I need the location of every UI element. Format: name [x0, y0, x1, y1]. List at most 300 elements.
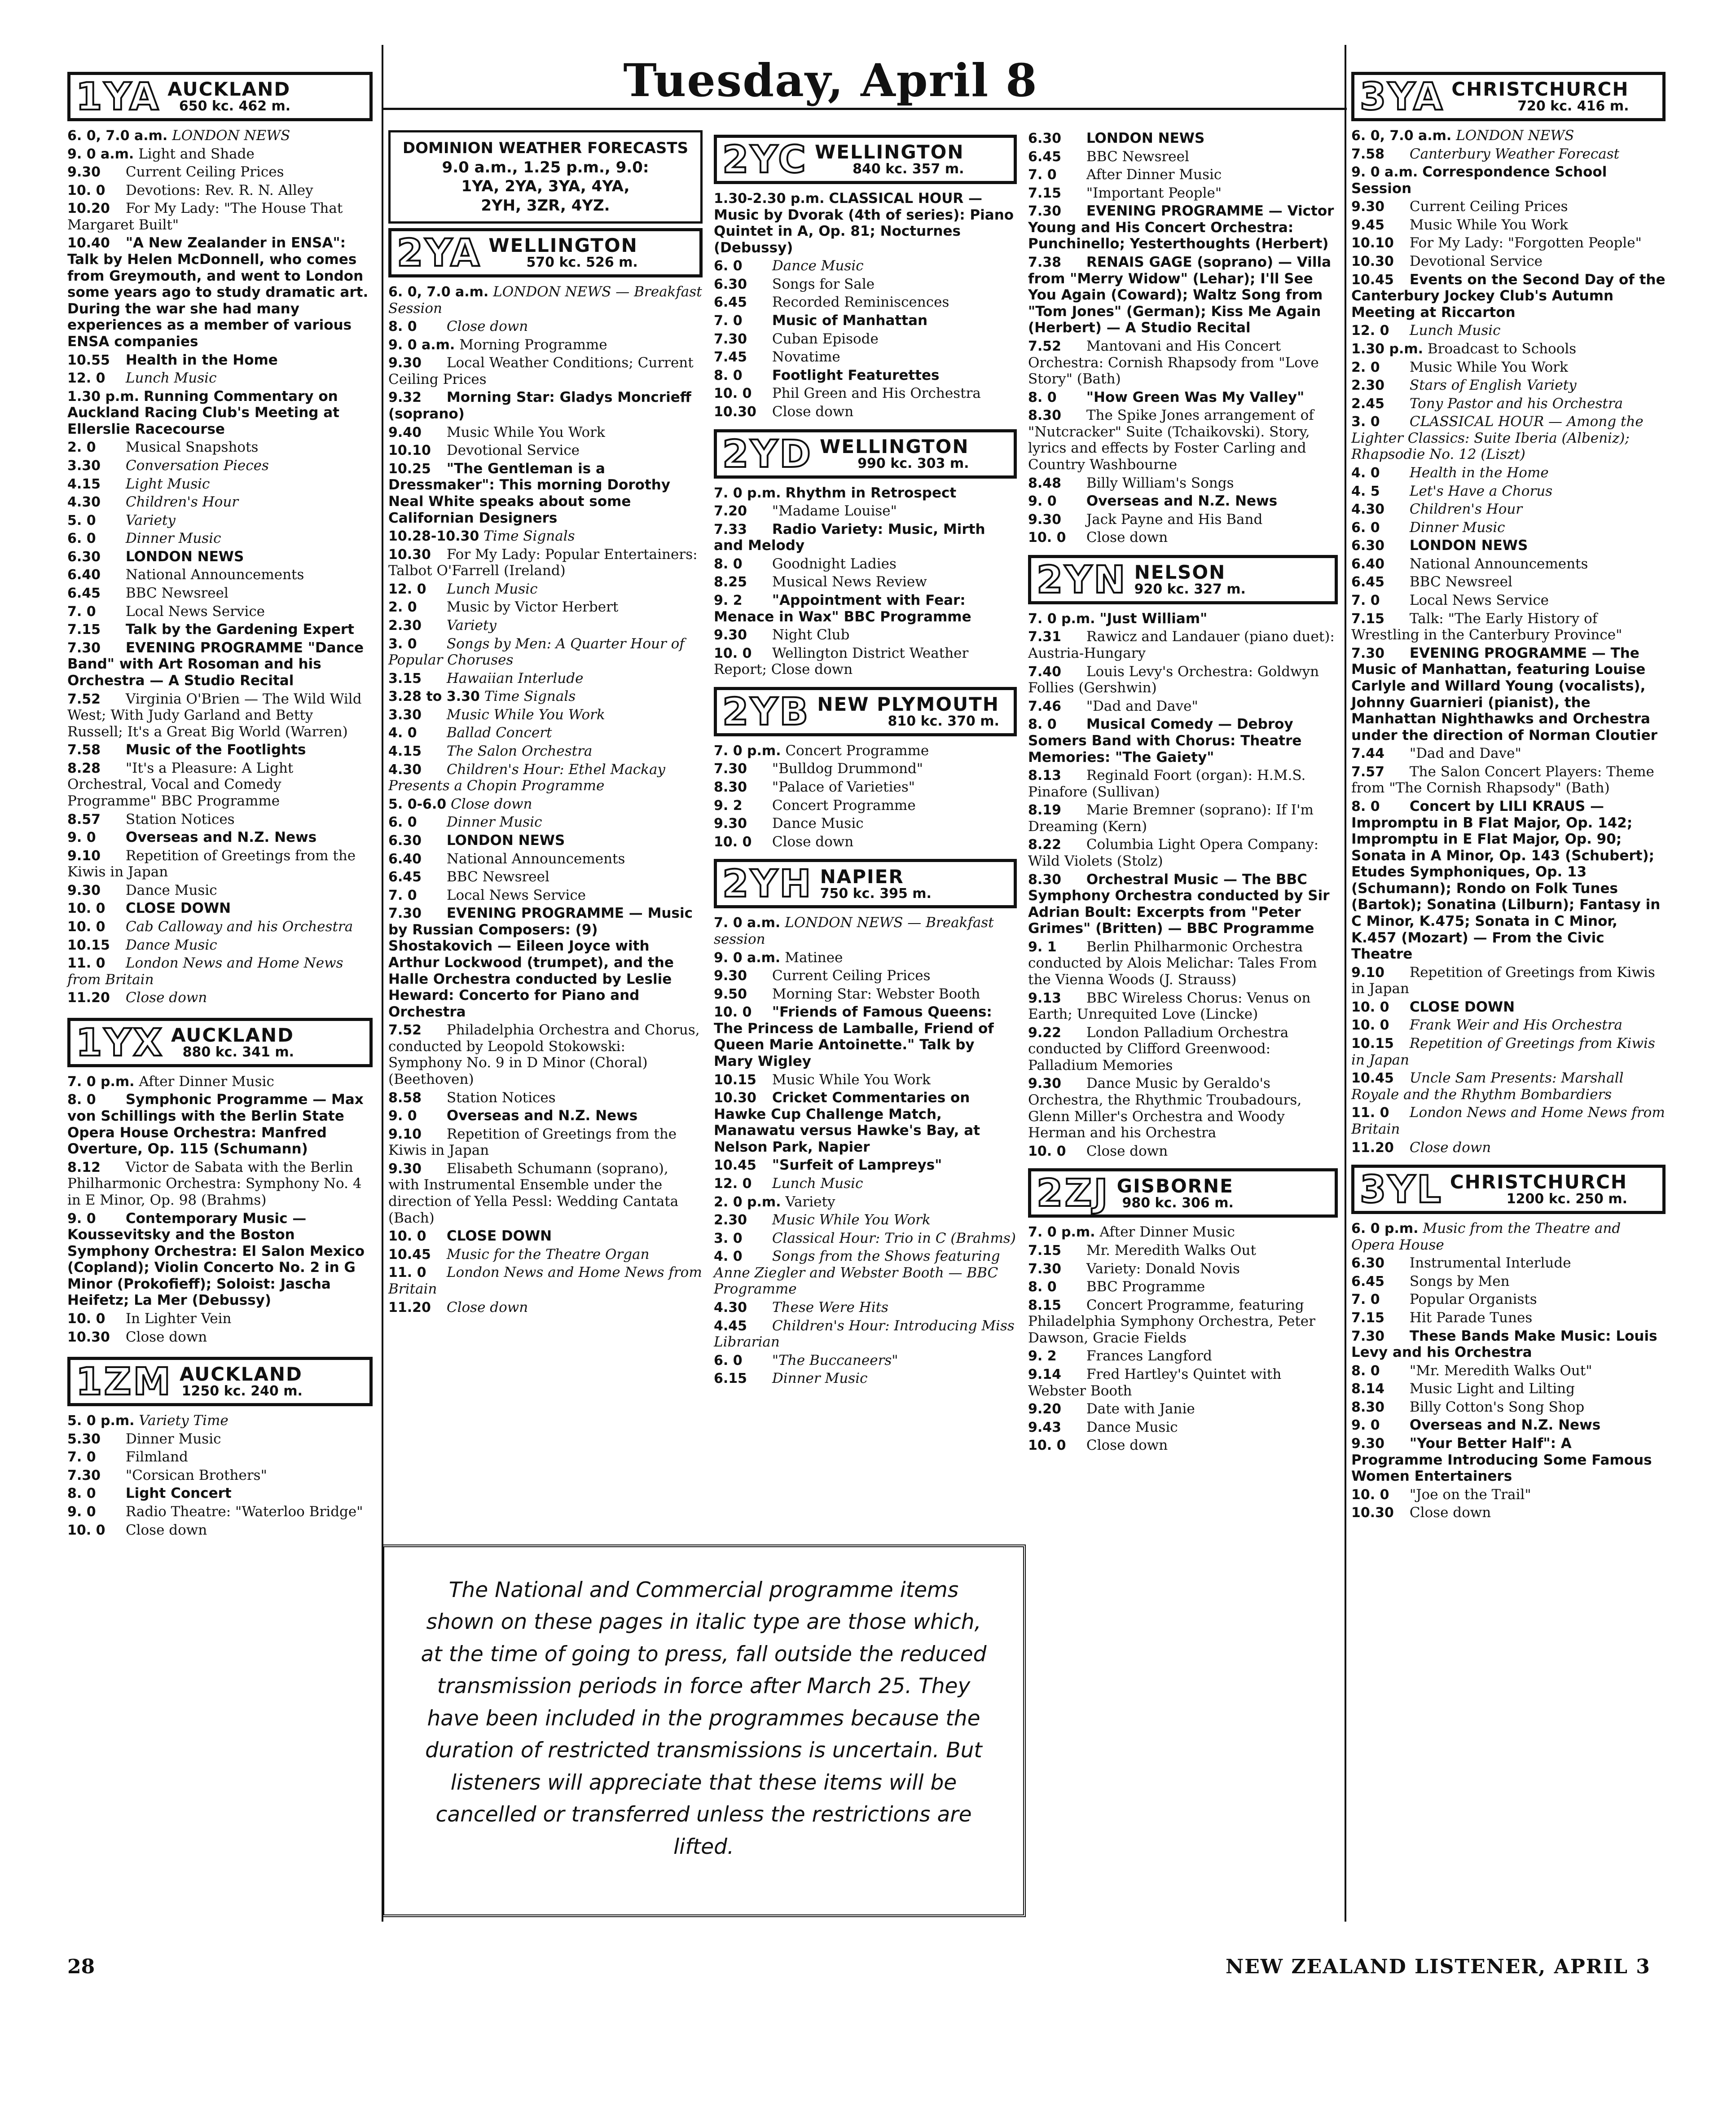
programme-entry	[1028, 611, 1338, 627]
programme-entry	[714, 1230, 1017, 1247]
programme-entry	[1351, 1273, 1666, 1290]
programme-entry	[67, 990, 373, 1006]
programme-title: "Madame Louise"	[772, 503, 897, 519]
programme-time: 9. 0 a.m.	[67, 146, 134, 162]
programme-entry	[714, 627, 1017, 643]
programme-time: 2.30	[1351, 378, 1385, 394]
programme-title: Louis Levy's Orchestra: Goldwyn Follies (Gershwin)	[1028, 663, 1319, 696]
programme-title: Victor de Sabata with the Berlin Philharmonic Orchestra: Symphony No. 4 in E Minor, Op. 98 (Brahms)	[67, 1159, 362, 1208]
programme-time: 9. 0	[67, 830, 96, 846]
station-city: AUCKLAND	[179, 1363, 303, 1386]
programme-time: 8. 0	[1028, 717, 1057, 733]
programme-time: 9.45	[1351, 217, 1385, 233]
programme-title: Morning Programme	[459, 336, 607, 353]
programme-entry	[67, 829, 373, 846]
programme-title: After Dinner Music	[139, 1073, 274, 1090]
programme-time: 7.30	[388, 906, 422, 922]
programme-time: 9.30	[67, 882, 101, 898]
programme-time: 10. 0	[67, 1311, 105, 1327]
programme-entry	[1028, 716, 1338, 766]
programme-entry	[67, 760, 373, 810]
programme-entry	[714, 986, 1017, 1003]
programme-entry	[1028, 1143, 1338, 1160]
programme-time: 9.30	[67, 164, 101, 180]
station-call: 2YD	[722, 431, 813, 476]
programme-title: Variety Time	[139, 1412, 229, 1429]
programme-entry	[714, 1194, 1017, 1210]
programme-entry	[388, 1161, 703, 1226]
programme-entry	[714, 1175, 1017, 1192]
programme-title: Dance Music	[772, 815, 864, 832]
programme-entry	[388, 887, 703, 904]
programme-title: Lunch Music	[772, 1175, 863, 1192]
programme-entry	[714, 276, 1017, 293]
programme-time: 8.19	[1028, 802, 1062, 818]
station-city: WELLINGTON	[488, 234, 638, 257]
programme-time: 8.22	[1028, 837, 1062, 853]
programme-entry	[1351, 1381, 1666, 1397]
programme-title: Close down	[1409, 1505, 1491, 1521]
programme-time: 6.45	[1028, 149, 1062, 165]
programme-entry	[388, 1246, 703, 1263]
station-header-2yh	[714, 859, 1017, 908]
programme-time: 11. 0	[388, 1265, 426, 1281]
programme-entry	[388, 424, 703, 441]
programme-title: "The Buccaneers"	[772, 1352, 898, 1368]
programme-time: 9.10	[67, 848, 101, 864]
programme-entry	[1351, 322, 1666, 339]
programme-time: 5.30	[67, 1431, 101, 1447]
programme-entry	[1028, 1075, 1338, 1141]
programme-title: Dinner Music	[1409, 519, 1505, 536]
station-call: 1ZM	[76, 1360, 172, 1404]
programme-title: LONDON NEWS — Breakfast Session	[388, 284, 702, 317]
programme-title: Frank Weir and His Orchestra	[1409, 1017, 1622, 1034]
programme-title: Hit Parade Tunes	[1409, 1310, 1533, 1326]
column-2	[388, 130, 703, 1317]
station-frequency: 1200 kc. 250 m.	[1506, 1191, 1628, 1207]
programme-title: Light and Shade	[138, 145, 255, 162]
programme-time: 7.38	[1028, 255, 1062, 271]
programme-title: Marie Bremner (soprano): If I'm Dreaming (Kern)	[1028, 802, 1314, 835]
programme-time: 7.58	[1351, 146, 1385, 162]
programme-time: 9.30	[388, 355, 422, 371]
programme-entry	[67, 1485, 373, 1502]
weather-forecast-box	[388, 130, 703, 224]
programme-entry	[1351, 501, 1666, 518]
programme-time: 9. 0 a.m.	[388, 337, 455, 353]
programme-entry	[1028, 1224, 1338, 1241]
programme-entry	[714, 485, 1017, 502]
programme-title: Novatime	[772, 349, 840, 365]
programme-time: 10.10	[1351, 235, 1394, 251]
programme-entry	[1351, 556, 1666, 572]
programme-time: 9. 2	[714, 592, 743, 608]
programme-time: 7.58	[67, 742, 101, 758]
programme-title: BBC Newsreel	[1086, 148, 1189, 165]
programme-time: 9.30	[1351, 199, 1385, 215]
programme-title: "Bulldog Drummond"	[772, 761, 923, 777]
programme-entry	[714, 1090, 1017, 1155]
programme-entry	[388, 670, 703, 687]
programme-entry	[714, 1212, 1017, 1228]
programme-title: Recorded Reminiscences	[772, 294, 949, 311]
programme-entry	[1028, 629, 1338, 661]
programme-entry	[1351, 1070, 1666, 1103]
programme-title: "Appointment with Fear: Menace in Wax" BBC Programme	[714, 592, 971, 625]
programme-time: 2. 0	[67, 440, 96, 456]
programme-entry	[1028, 802, 1338, 835]
page-title: Tuesday, April 8	[623, 54, 1038, 107]
programme-time: 9.10	[388, 1126, 422, 1142]
programme-title: Morning Star: Webster Booth	[772, 986, 980, 1002]
programme-time: 2.30	[714, 1212, 747, 1228]
schedule-2ya-evening	[1028, 130, 1338, 546]
programme-title: Time Signals	[483, 528, 575, 545]
programme-time: 9.20	[1028, 1401, 1062, 1417]
programme-entry	[388, 528, 703, 545]
station-city: WELLINGTON	[814, 141, 964, 163]
programme-title: For My Lady: Popular Entertainers: Talbot O'Farrell (Ireland)	[388, 546, 698, 579]
programme-time: 9.50	[714, 986, 747, 1002]
programme-title: Music Light and Lilting	[1409, 1381, 1575, 1397]
programme-title: Concert Programme	[785, 742, 929, 759]
programme-time: 10. 0	[67, 182, 105, 198]
programme-entry	[714, 915, 1017, 947]
programme-title: Musical Snapshots	[125, 439, 259, 456]
programme-title: These Were Hits	[772, 1299, 888, 1316]
column-5	[1351, 67, 1666, 1523]
programme-title: Close down	[1409, 1139, 1491, 1156]
programme-title: Morning Star: Gladys Moncrieff (soprano)	[388, 389, 691, 422]
programme-title: LONDON NEWS	[1456, 128, 1574, 144]
station-header-1ya	[67, 72, 373, 121]
programme-entry	[67, 458, 373, 474]
programme-entry	[388, 355, 703, 387]
programme-entry	[1351, 198, 1666, 215]
programme-entry	[388, 707, 703, 723]
programme-time: 8. 0	[1351, 1363, 1380, 1379]
programme-time: 6. 0, 7.0 a.m.	[67, 128, 168, 144]
programme-time: 2.30	[388, 617, 422, 634]
programme-title: Close down	[772, 833, 854, 850]
programme-title: EVENING PROGRAMME "Dance Band" with Art Rosoman and his Orchestra — A Studio Recital	[67, 639, 364, 689]
programme-time: 3.28 to 3.30	[388, 689, 480, 705]
programme-title: Ballad Concert	[446, 725, 552, 741]
programme-entry	[67, 640, 373, 689]
station-call: 2YA	[397, 231, 482, 275]
programme-title: Matinee	[785, 949, 843, 966]
programme-entry	[1351, 592, 1666, 609]
programme-time: 3.15	[388, 670, 422, 686]
programme-title: Close down	[451, 796, 532, 812]
programme-entry	[714, 367, 1017, 384]
programme-time: 7.30	[67, 1467, 101, 1483]
programme-entry	[67, 476, 373, 493]
programme-time: 11. 0	[1351, 1105, 1389, 1121]
programme-time: 10.30	[714, 404, 756, 420]
programme-time: 6.30	[1028, 131, 1062, 146]
programme-title: Overseas and N.Z. News	[1409, 1417, 1601, 1434]
programme-title: Music of Manhattan	[772, 312, 928, 329]
programme-time: 7. 0	[67, 603, 96, 620]
programme-entry	[1351, 253, 1666, 270]
programme-entry	[67, 1431, 373, 1448]
programme-entry	[67, 388, 373, 438]
programme-entry	[388, 1108, 703, 1124]
programme-title: Correspondence School Session	[1351, 164, 1607, 197]
programme-time: 4. 0	[714, 1249, 743, 1265]
station-frequency: 750 kc. 395 m.	[820, 885, 932, 902]
programme-time: 2.45	[1351, 396, 1385, 412]
programme-time: 6.45	[714, 295, 747, 311]
programme-title: LONDON NEWS	[125, 548, 244, 565]
programme-time: 8. 0	[1028, 389, 1057, 405]
programme-time: 11.20	[388, 1299, 431, 1316]
programme-time: 9.40	[388, 424, 422, 440]
programme-entry	[67, 1311, 373, 1327]
programme-entry	[67, 549, 373, 565]
programme-entry	[1028, 1025, 1338, 1074]
programme-title: Virginia O'Brien — The Wild Wild West; With Judy Garland and Betty Russell; It's a Great Big World (Warren)	[67, 691, 362, 740]
programme-entry	[1028, 698, 1338, 715]
programme-title: Dance Music	[125, 937, 217, 953]
programme-title: Stars of English Variety	[1409, 377, 1577, 394]
programme-time: 8. 0	[714, 556, 743, 572]
schedule-2yh	[714, 915, 1017, 1387]
programme-time: 8.12	[67, 1159, 101, 1175]
programme-time: 9.14	[1028, 1367, 1062, 1382]
programme-title: Frances Langford	[1086, 1348, 1212, 1364]
programme-entry	[67, 182, 373, 199]
programme-title: Musical Comedy — Debroy Somers Band with Chorus: Theatre Memories: "The Gaiety"	[1028, 716, 1302, 766]
programme-title: Repetition of Greetings from the Kiwis in Japan	[67, 847, 356, 880]
schedule-1ya	[67, 128, 373, 1006]
programme-time: 6.30	[1351, 538, 1385, 554]
programme-time: 7.15	[1028, 1242, 1062, 1258]
programme-time: 10.30	[1351, 254, 1394, 270]
programme-entry	[1351, 1505, 1666, 1521]
programme-time: 6.45	[1351, 574, 1385, 590]
station-call: 1YX	[76, 1020, 164, 1065]
programme-entry	[1028, 511, 1338, 528]
programme-title: "Corsican Brothers"	[125, 1467, 267, 1483]
programme-time: 7.30	[67, 640, 101, 656]
programme-time: 9.30	[1028, 1076, 1062, 1092]
programme-entry	[1351, 574, 1666, 590]
programme-entry	[714, 258, 1017, 274]
programme-time: 10. 0	[714, 1004, 752, 1021]
programme-time: 7.15	[67, 622, 101, 638]
station-frequency: 990 kc. 303 m.	[857, 455, 969, 471]
programme-entry	[1351, 1363, 1666, 1379]
programme-title: Children's Hour: Introducing Miss Librarian	[714, 1317, 1015, 1351]
programme-time: 3. 0	[714, 1230, 743, 1246]
programme-time: 7. 0	[388, 887, 417, 903]
programme-entry	[388, 599, 703, 616]
programme-entry	[1351, 519, 1666, 536]
programme-time: 10.45	[1351, 272, 1394, 288]
station-call: 3YL	[1360, 1167, 1443, 1212]
programme-entry	[1351, 465, 1666, 481]
programme-time: 7.52	[1028, 338, 1062, 354]
programme-title: Overseas and N.Z. News	[1086, 493, 1278, 510]
station-frequency: 570 kc. 526 m.	[526, 255, 638, 271]
programme-entry	[67, 1159, 373, 1209]
programme-title: Orchestral Music — The BBC Symphony Orchestra conducted by Sir Adrian Boult: Excerpts from "Peter Grimes" (Britten) — BBC Programme	[1028, 871, 1330, 937]
programme-entry	[1351, 537, 1666, 554]
programme-time: 10. 0	[67, 901, 105, 917]
programme-time: 6. 0, 7.0 a.m.	[388, 284, 489, 300]
programme-entry	[1028, 338, 1338, 387]
programme-title: Light Music	[125, 475, 210, 492]
programme-entry	[67, 494, 373, 510]
programme-entry	[1028, 990, 1338, 1023]
programme-title: Night Club	[772, 627, 850, 643]
programme-entry	[1351, 611, 1666, 643]
programme-entry	[714, 349, 1017, 365]
programme-entry	[1028, 529, 1338, 546]
programme-entry	[67, 742, 373, 758]
programme-time: 7.31	[1028, 629, 1062, 645]
column-1	[67, 67, 373, 1540]
programme-title: EVENING PROGRAMME — The Music of Manhattan, featuring Louise Carlyle and Willard Young (vocalists), Johnny Guarnieri (pianist), the Manhattan Nighthawks and Orchestra under the direction of Norman Cloutier	[1351, 645, 1657, 744]
programme-entry	[1028, 1242, 1338, 1259]
programme-title: Close down	[1086, 529, 1168, 546]
programme-title: "How Green Was My Valley"	[1086, 389, 1305, 405]
programme-entry	[388, 1126, 703, 1159]
programme-time: 10. 0	[388, 1228, 426, 1245]
programme-entry	[1351, 164, 1666, 197]
programme-time: 9. 0 a.m.	[1351, 164, 1418, 180]
programme-title: Music for the Theatre Organ	[446, 1246, 650, 1263]
italic-notice-box	[382, 1544, 1026, 1917]
programme-title: Jack Payne and His Band	[1086, 511, 1263, 528]
programme-time: 6. 0 p.m.	[1351, 1221, 1419, 1237]
programme-entry	[388, 1090, 703, 1106]
programme-time: 11.20	[1351, 1140, 1394, 1156]
programme-entry	[388, 337, 703, 353]
programme-title: Health in the Home	[1409, 464, 1549, 481]
programme-entry	[388, 1264, 703, 1297]
programme-title: Dance Music by Geraldo's Orchestra, the Rhythmic Troubadours, Glenn Miller's Orchestra and Woody Herman and his Orchestra	[1028, 1075, 1302, 1141]
programme-title: Devotional Service	[1409, 253, 1543, 270]
programme-title: Reginald Foort (organ): H.M.S. Pinafore (Sullivan)	[1028, 767, 1306, 800]
programme-title: CLASSICAL HOUR — Music by Dvorak (4th of series): Piano Quintet in A, Op. 81; Nocturnes (Debussy)	[714, 190, 1014, 256]
programme-title: CLOSE DOWN	[446, 1228, 552, 1245]
programme-time: 10.25	[388, 461, 431, 477]
station-frequency: 880 kc. 341 m.	[182, 1044, 294, 1060]
programme-time: 9. 2	[1028, 1348, 1057, 1364]
programme-entry	[1028, 1279, 1338, 1295]
programme-entry	[1351, 483, 1666, 500]
programme-time: 7. 0	[67, 1449, 96, 1465]
programme-title: Music While You Work	[1409, 359, 1568, 375]
programme-time: 8.30	[1028, 408, 1062, 424]
programme-title: "Surfeit of Lampreys"	[772, 1157, 942, 1174]
programme-time: 7. 0 p.m.	[67, 1074, 135, 1090]
station-frequency: 1250 kc. 240 m.	[181, 1383, 303, 1399]
programme-title: "Just William"	[1099, 610, 1208, 627]
programme-title: Music While You Work	[772, 1071, 931, 1088]
programme-title: Close down	[1086, 1437, 1168, 1454]
programme-time: 12. 0	[1351, 323, 1389, 339]
programme-time: 8.13	[1028, 768, 1062, 784]
programme-title: Canterbury Weather Forecast	[1409, 145, 1620, 162]
station-frequency: 720 kc. 416 m.	[1517, 98, 1629, 114]
programme-title: Let's Have a Chorus	[1409, 483, 1553, 499]
programme-title: Musical News Review	[772, 574, 927, 590]
programme-entry	[714, 1299, 1017, 1316]
programme-entry	[1028, 185, 1338, 202]
programme-entry	[1351, 999, 1666, 1016]
programme-time: 1.30 p.m.	[67, 388, 139, 405]
programme-title: These Bands Make Music: Louis Levy and his Orchestra	[1351, 1328, 1657, 1361]
programme-title: "It's a Pleasure: A Light Orchestral, Vocal and Comedy Programme" BBC Programme	[67, 760, 294, 809]
programme-entry	[67, 691, 373, 740]
programme-time: 10.15	[1351, 1036, 1394, 1052]
programme-time: 5. 0 p.m.	[67, 1413, 135, 1429]
programme-title: "A New Zealander in ENSA": Talk by Helen McDonnell, who comes from Greymouth, and went to London some years ago to study dramatic art. During the war she had many experiences as a member of various ENSA companies	[67, 235, 369, 350]
station-frequency: 980 kc. 306 m.	[1122, 1195, 1234, 1211]
programme-entry	[67, 585, 373, 602]
programme-time: 8.25	[714, 574, 747, 590]
programme-entry	[714, 574, 1017, 590]
programme-entry	[714, 331, 1017, 348]
station-call: 2ZJ	[1037, 1171, 1110, 1215]
programme-title: EVENING PROGRAMME — Victor Young and His Concert Orchestra: Punchinello; Yesterthoughts (Herbert)	[1028, 203, 1334, 252]
programme-entry	[1351, 414, 1666, 463]
programme-title: Station Notices	[125, 811, 235, 827]
programme-entry	[388, 318, 703, 335]
programme-title: National Announcements	[1409, 555, 1588, 572]
programme-time: 6.40	[1351, 556, 1385, 572]
programme-title: Dance Music	[772, 258, 864, 274]
programme-title: CLASSICAL HOUR — Among the Lighter Classics: Suite Iberia (Albeniz); Rhapsodie No. 12 (Liszt)	[1351, 414, 1644, 463]
station-frequency: 650 kc. 462 m.	[179, 98, 291, 114]
programme-title: Tony Pastor and his Orchestra	[1409, 395, 1623, 412]
programme-title: Close down	[772, 403, 854, 420]
programme-entry	[388, 725, 703, 741]
station-frequency: 920 kc. 327 m.	[1134, 581, 1246, 598]
programme-entry	[1351, 1140, 1666, 1156]
programme-title: Songs by Men	[1409, 1273, 1510, 1289]
programme-time: 6.40	[388, 851, 422, 867]
programme-time: 4. 0	[1351, 465, 1380, 481]
programme-entry	[67, 512, 373, 529]
programme-title: "Friends of Famous Queens: The Princess de Lamballe, Friend of Queen Marie Antoinette." Talk by Mary Wigley	[714, 1004, 994, 1069]
programme-time: 7.15	[1351, 611, 1385, 627]
programme-time: 4.30	[67, 494, 101, 510]
programme-title: LONDON NEWS	[1086, 130, 1205, 146]
programme-time: 2. 0	[1351, 359, 1380, 375]
programme-entry	[388, 905, 703, 1020]
programme-title: National Announcements	[125, 567, 304, 583]
station-header-2yn	[1028, 555, 1338, 604]
programme-time: 7.44	[1351, 746, 1385, 762]
programme-time: 10. 0	[1351, 1487, 1389, 1503]
programme-entry	[714, 1370, 1017, 1387]
programme-entry	[714, 503, 1017, 519]
programme-entry	[1351, 1417, 1666, 1434]
programme-time: 10. 0	[714, 834, 752, 850]
programme-entry	[1028, 871, 1338, 937]
programme-title: Symphonic Programme — Max von Schillings with the Berlin State Opera House Orchestra: Manfred Overture, Op. 115 (Schumann)	[67, 1091, 364, 1157]
programme-time: 8.30	[1028, 871, 1062, 888]
programme-entry	[388, 461, 703, 526]
programme-time: 6.45	[67, 585, 101, 602]
programme-entry	[67, 1210, 373, 1309]
